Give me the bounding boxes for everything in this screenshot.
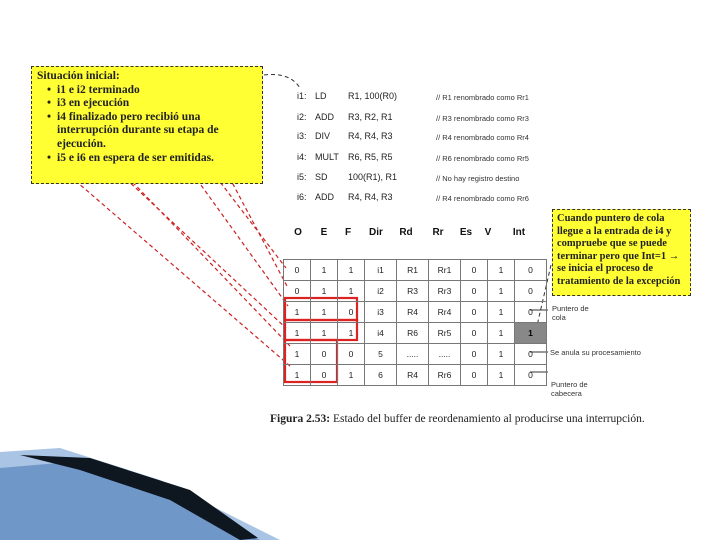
cell: i2 (365, 281, 397, 302)
initial-situation-note (31, 66, 263, 184)
table-row (284, 260, 547, 281)
cell: 1 (311, 281, 338, 302)
cell: i4 (365, 323, 397, 344)
cell-interrupt-flag: 1 (515, 323, 547, 344)
situation-item: • i5 e i6 en espera de ser emitidas. (47, 152, 257, 166)
cell: 0 (284, 260, 311, 281)
cell: 1 (338, 323, 365, 344)
caption-text: Estado del buffer de reordenamiento al producirse una interrupción. (330, 413, 645, 425)
col-header-dir: Dir (369, 227, 383, 238)
cell: Rr6 (429, 365, 461, 386)
cell: Rr3 (429, 281, 461, 302)
head-pointer-label: Puntero de cabecera (551, 380, 588, 398)
instr-label: i2: (297, 112, 307, 122)
cell: 6 (365, 365, 397, 386)
cell: ..... (397, 344, 429, 365)
col-header-v: V (484, 227, 492, 238)
cell: i3 (365, 302, 397, 323)
cell: Rr1 (429, 260, 461, 281)
col-header-rd: Rd (399, 227, 413, 238)
cell: R4 (397, 302, 429, 323)
cell: 1 (338, 260, 365, 281)
col-header-es: Es (459, 227, 473, 238)
instr-args: R1, 100(R0) (348, 91, 398, 101)
cell: 1 (311, 260, 338, 281)
cell: 0 (515, 281, 547, 302)
instr-op: LD (315, 91, 327, 101)
instr-comment: // R6 renombrado como Rr5 (436, 154, 529, 163)
cell: 1 (488, 281, 515, 302)
cell: 0 (461, 281, 488, 302)
cell: 5 (365, 344, 397, 365)
col-header-e: E (320, 227, 328, 238)
cell: R4 (397, 365, 429, 386)
cell: 1 (488, 365, 515, 386)
instr-label: i4: (297, 152, 307, 162)
cell: 1 (488, 260, 515, 281)
col-header-f: F (344, 227, 352, 238)
col-header-int: Int (512, 227, 526, 238)
instr-comment: // No hay registro destino (436, 174, 520, 183)
instr-op: DIV (315, 131, 331, 141)
situation-item: • i3 en ejecución (47, 97, 257, 111)
figure-caption (270, 413, 645, 425)
tail-pointer-note: Cuando puntero de cola llegue a la entrada de i4 y compruebe que se puede terminar pero que Int=1 → se inicia el proceso de tratamiento de la excepción (552, 209, 691, 296)
cell: 0 (461, 260, 488, 281)
col-header-o: O (294, 227, 302, 238)
situation-item: • i4 finalizado pero recibió una interrupción durante su etapa de ejecución. (47, 111, 257, 152)
instr-op: ADD (315, 192, 335, 202)
cell: R6 (397, 323, 429, 344)
instr-op: SD (315, 172, 328, 182)
instr-label: i6: (297, 192, 307, 202)
instr-op: ADD (315, 112, 335, 122)
cell: 1 (338, 365, 365, 386)
instr-comment: // R1 renombrado como Rr1 (436, 93, 529, 102)
situation-list (37, 84, 257, 166)
reorder-buffer-table (283, 255, 547, 386)
cell: 0 (311, 365, 338, 386)
instr-args: R6, R5, R5 (348, 152, 393, 162)
table-row (284, 281, 547, 302)
cell: 1 (338, 281, 365, 302)
cell: 0 (515, 344, 547, 365)
table-row (284, 344, 547, 365)
cancel-label: Se anula su procesamiento (550, 348, 641, 357)
cell: 1 (284, 365, 311, 386)
instr-args: R4, R4, R3 (348, 131, 393, 141)
tail-pointer-label: Puntero de cola (552, 304, 589, 322)
col-header-rr: Rr (432, 227, 444, 238)
cell: 1 (488, 344, 515, 365)
situation-title: Situación inicial: (37, 70, 120, 82)
instr-op: MULT (315, 152, 339, 162)
instr-args: R4, R4, R3 (348, 192, 393, 202)
cell: 0 (311, 344, 338, 365)
instr-args: 100(R1), R1 (348, 172, 398, 182)
situation-item: • i1 e i2 terminado (47, 84, 257, 98)
table-row (284, 302, 547, 323)
cell: 0 (461, 323, 488, 344)
instr-comment: // R4 renombrado como Rr4 (436, 133, 529, 142)
cell: Rr4 (429, 302, 461, 323)
cell: 0 (461, 365, 488, 386)
cell: 1 (488, 302, 515, 323)
table-row (284, 365, 547, 386)
instr-comment: // R4 renombrado como Rr6 (436, 194, 529, 203)
instr-args: R3, R2, R1 (348, 112, 393, 122)
cell: 1 (311, 302, 338, 323)
cell: ..... (429, 344, 461, 365)
caption-number: Figura 2.53: (270, 413, 331, 425)
cell: 1 (284, 323, 311, 344)
cell: 1 (284, 302, 311, 323)
instr-label: i5: (297, 172, 307, 182)
cell: 0 (461, 344, 488, 365)
cell: Rr5 (429, 323, 461, 344)
cell: 0 (515, 302, 547, 323)
cell: 0 (515, 365, 547, 386)
instr-label: i1: (297, 91, 307, 101)
cell: 1 (311, 323, 338, 344)
instr-label: i3: (297, 131, 307, 141)
cell: 1 (284, 344, 311, 365)
cell: i1 (365, 260, 397, 281)
cell: R1 (397, 260, 429, 281)
instr-comment: // R3 renombrado como Rr3 (436, 114, 529, 123)
table-row (284, 323, 547, 344)
cell: 0 (515, 260, 547, 281)
cell: 0 (338, 302, 365, 323)
cell: 0 (284, 281, 311, 302)
cell: R3 (397, 281, 429, 302)
cell: 0 (461, 302, 488, 323)
cell: 1 (488, 323, 515, 344)
cell: 0 (338, 344, 365, 365)
